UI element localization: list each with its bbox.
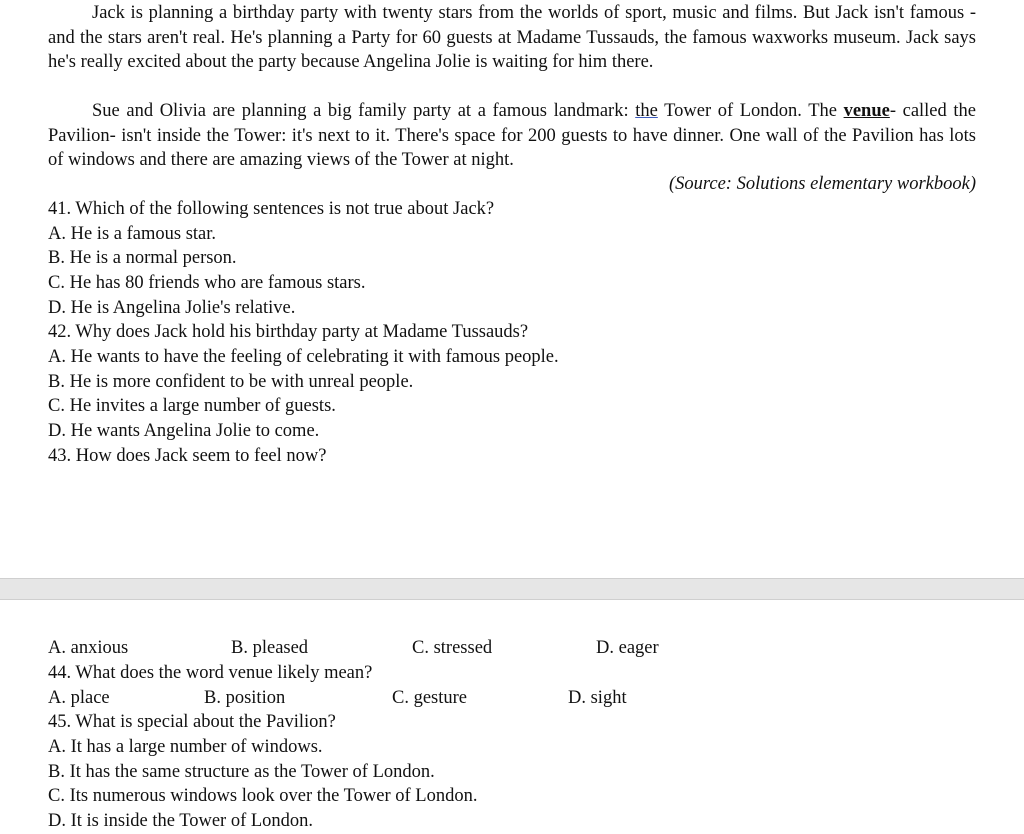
option-42-a: A. He wants to have the feeling of celebrating it with famous people. <box>48 347 559 367</box>
option-45-b: B. It has the same structure as the Tower of London. <box>48 762 435 782</box>
highlighted-word-venue: venue <box>843 101 890 121</box>
question-41: 41. Which of the following sentences is not true about Jack? <box>48 199 495 219</box>
passage-paragraph-sue-olivia <box>48 99 976 173</box>
option-43-d: D. eager <box>596 638 659 658</box>
option-43-b: B. pleased <box>231 638 309 658</box>
option-41-c: C. He has 80 friends who are famous stars. <box>48 273 366 293</box>
document-page-2 <box>0 600 1024 832</box>
passage-text: Tower of London. The <box>657 101 844 121</box>
option-42-c: C. He invites a large number of guests. <box>48 396 336 416</box>
source-citation: (Source: Solutions elementary workbook) <box>668 174 976 194</box>
option-43-c: C. stressed <box>412 638 493 658</box>
passage-text: - called the Pavilion- isn't inside the Tower: it's next to it. There's space for 200 guests to have dinner. One wall of the Pavilion has lots of windows and there are amazing views of the Tower at night. <box>48 101 976 170</box>
passage-paragraph-jack: Jack is planning a birthday party with twenty stars from the worlds of sport, music and films. But Jack isn't famous - and the stars aren't real. He's planning a Party for 60 guests at Madame Tussauds, the famous waxworks museum. Jack says he's really excited about the party because Angelina Jolie is waiting for him there. <box>48 3 976 72</box>
option-43-a: A. anxious <box>48 638 129 658</box>
option-44-c: C. gesture <box>392 688 468 708</box>
option-44-d: D. sight <box>568 688 627 708</box>
option-41-b: B. He is a normal person. <box>48 248 237 268</box>
option-44-b: B. position <box>204 688 286 708</box>
option-45-a: A. It has a large number of windows. <box>48 737 323 757</box>
question-44: 44. What does the word venue likely mean? <box>48 663 373 683</box>
option-45-c: C. Its numerous windows look over the Tower of London. <box>48 786 478 806</box>
question-42: 42. Why does Jack hold his birthday party at Madame Tussauds? <box>48 322 529 342</box>
option-41-a: A. He is a famous star. <box>48 224 217 244</box>
option-44-a: A. place <box>48 688 110 708</box>
page-break-gap <box>0 578 1024 600</box>
option-42-d: D. He wants Angelina Jolie to come. <box>48 421 320 441</box>
question-43: 43. How does Jack seem to feel now? <box>48 446 327 466</box>
option-45-d: D. It is inside the Tower of London. <box>48 811 314 831</box>
question-45: 45. What is special about the Pavilion? <box>48 712 336 732</box>
underlined-word-the: the <box>635 101 658 121</box>
option-41-d: D. He is Angelina Jolie's relative. <box>48 298 296 318</box>
passage-text: Sue and Olivia are planning a big family party at a famous landmark: <box>92 101 636 121</box>
option-42-b: B. He is more confident to be with unreal people. <box>48 372 414 392</box>
